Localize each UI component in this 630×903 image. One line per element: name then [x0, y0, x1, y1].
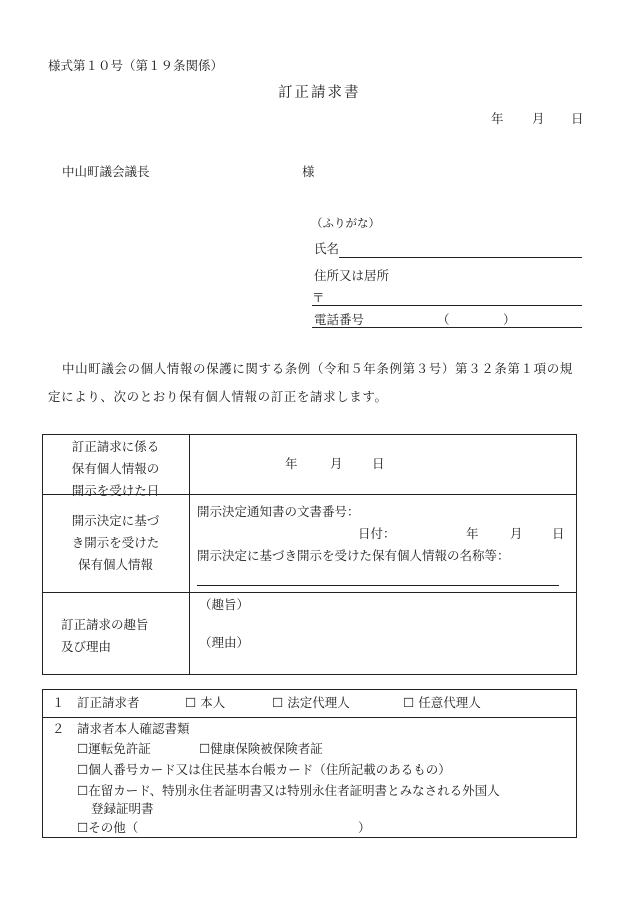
purpose-label: （趣旨） [199, 597, 250, 612]
address-field[interactable] [312, 305, 582, 306]
notice-day-label: 日 [552, 526, 565, 541]
disclosure-date-label [42, 436, 189, 502]
disclosed-info-label-line: き開示を受けた [71, 535, 160, 550]
phone-paren-close: ） [503, 312, 516, 327]
form-number: 様式第１０号（第１９条関係） [48, 58, 224, 73]
disclosed-info-name-field[interactable] [197, 585, 559, 586]
requester-type-label: 訂正請求者 [77, 695, 140, 710]
recipient-name: 中山町議会議長 [62, 164, 150, 179]
notice-month-label: 月 [510, 526, 523, 541]
date-year-label: 年 [491, 111, 504, 126]
id-docs-number: ２ [52, 721, 65, 736]
id-doc-other[interactable]: ☐その他（ [77, 820, 139, 835]
correction-purpose-label-line: 及び理由 [61, 639, 112, 654]
furigana-label: （ふりがな） [311, 216, 380, 230]
id-doc-license[interactable]: ☐運転免許証 [77, 741, 151, 756]
body-line-1: 中山町議会の個人情報の保護に関する条例（令和５年条例第３号）第３２条第１項の規 [62, 361, 573, 376]
page-title: 訂正請求書 [278, 85, 361, 101]
id-doc-residence-card[interactable]: ☐在留カード、特別永住者証明書又は特別永住者証明書とみなされる外国人 [77, 783, 500, 798]
id-doc-other-label: その他（ [88, 820, 139, 835]
body-paragraph [48, 355, 588, 411]
id-doc-residence-card-cont: 登録証明書 [91, 801, 154, 816]
disclosure-month-label: 月 [330, 456, 343, 471]
notice-date-label: 日付： [358, 526, 396, 541]
table2-row-divider [42, 717, 577, 718]
phone-field[interactable] [312, 327, 582, 328]
notice-year-label: 年 [466, 526, 479, 541]
disclosure-date-label-line: 訂正請求に係る [71, 439, 160, 454]
reason-label: （理由） [199, 635, 250, 650]
disclosure-date-label-line: 保有個人情報の [71, 461, 160, 476]
notice-doc-number-label: 開示決定通知書の文書番号： [197, 504, 360, 519]
phone-label: 電話番号 [314, 312, 365, 327]
requester-type-self[interactable]: ☐ 本人 [185, 695, 226, 710]
id-doc-residence-card-label: 在留カード、特別永住者証明書又は特別永住者証明書とみなされる外国人 [88, 783, 500, 798]
body-line-2: 定により、次のとおり保有個人情報の訂正を請求します。 [48, 389, 388, 404]
correction-purpose-label-line: 訂正請求の趣旨 [61, 617, 149, 632]
phone-paren-open: （ [437, 312, 450, 327]
id-doc-insurance[interactable]: ☐健康保険被保険者証 [199, 741, 323, 756]
disclosure-date-label-line: 開示を受けた日 [71, 483, 160, 498]
table1-row-divider-2 [42, 592, 577, 593]
postal-mark: 〒 [312, 290, 325, 305]
correction-purpose-label [42, 614, 208, 658]
requester-type-voluntary-agent[interactable]: ☐ 任意代理人 [403, 695, 481, 710]
date-month-label: 月 [532, 111, 545, 126]
name-field[interactable] [339, 257, 582, 258]
requester-type-legal-agent-label: 法定代理人 [287, 695, 350, 710]
date-day-label: 日 [571, 111, 584, 126]
requester-type-voluntary-agent-label: 任意代理人 [418, 695, 481, 710]
disclosure-day-label: 日 [372, 456, 385, 471]
id-doc-license-label: 運転免許証 [88, 741, 151, 756]
disclosure-year-label: 年 [285, 456, 298, 471]
requester-type-legal-agent[interactable]: ☐ 法定代理人 [272, 695, 350, 710]
id-doc-insurance-label: 健康保険被保険者証 [210, 741, 323, 756]
requester-type-self-label: 本人 [200, 695, 226, 710]
disclosed-info-label-line: 保有個人情報 [77, 557, 153, 572]
recipient-honorific: 様 [302, 164, 315, 179]
disclosed-info-name-label: 開示決定に基づき開示を受けた保有個人情報の名称等： [197, 548, 510, 563]
id-doc-other-close: ） [358, 820, 371, 835]
requester-type-number: １ [52, 695, 65, 710]
id-docs-label: 請求者本人確認書類 [77, 721, 190, 736]
disclosed-info-label-line: 開示決定に基づ [71, 513, 160, 528]
id-doc-mynumber-label: 個人番号カード又は住民基本台帳カード（住所記載のあるもの） [88, 762, 451, 777]
disclosed-info-label [42, 510, 189, 576]
name-label: 氏名 [314, 241, 340, 256]
id-doc-mynumber[interactable]: ☐個人番号カード又は住民基本台帳カード（住所記載のあるもの） [77, 762, 451, 777]
address-label: 住所又は居所 [314, 268, 390, 283]
